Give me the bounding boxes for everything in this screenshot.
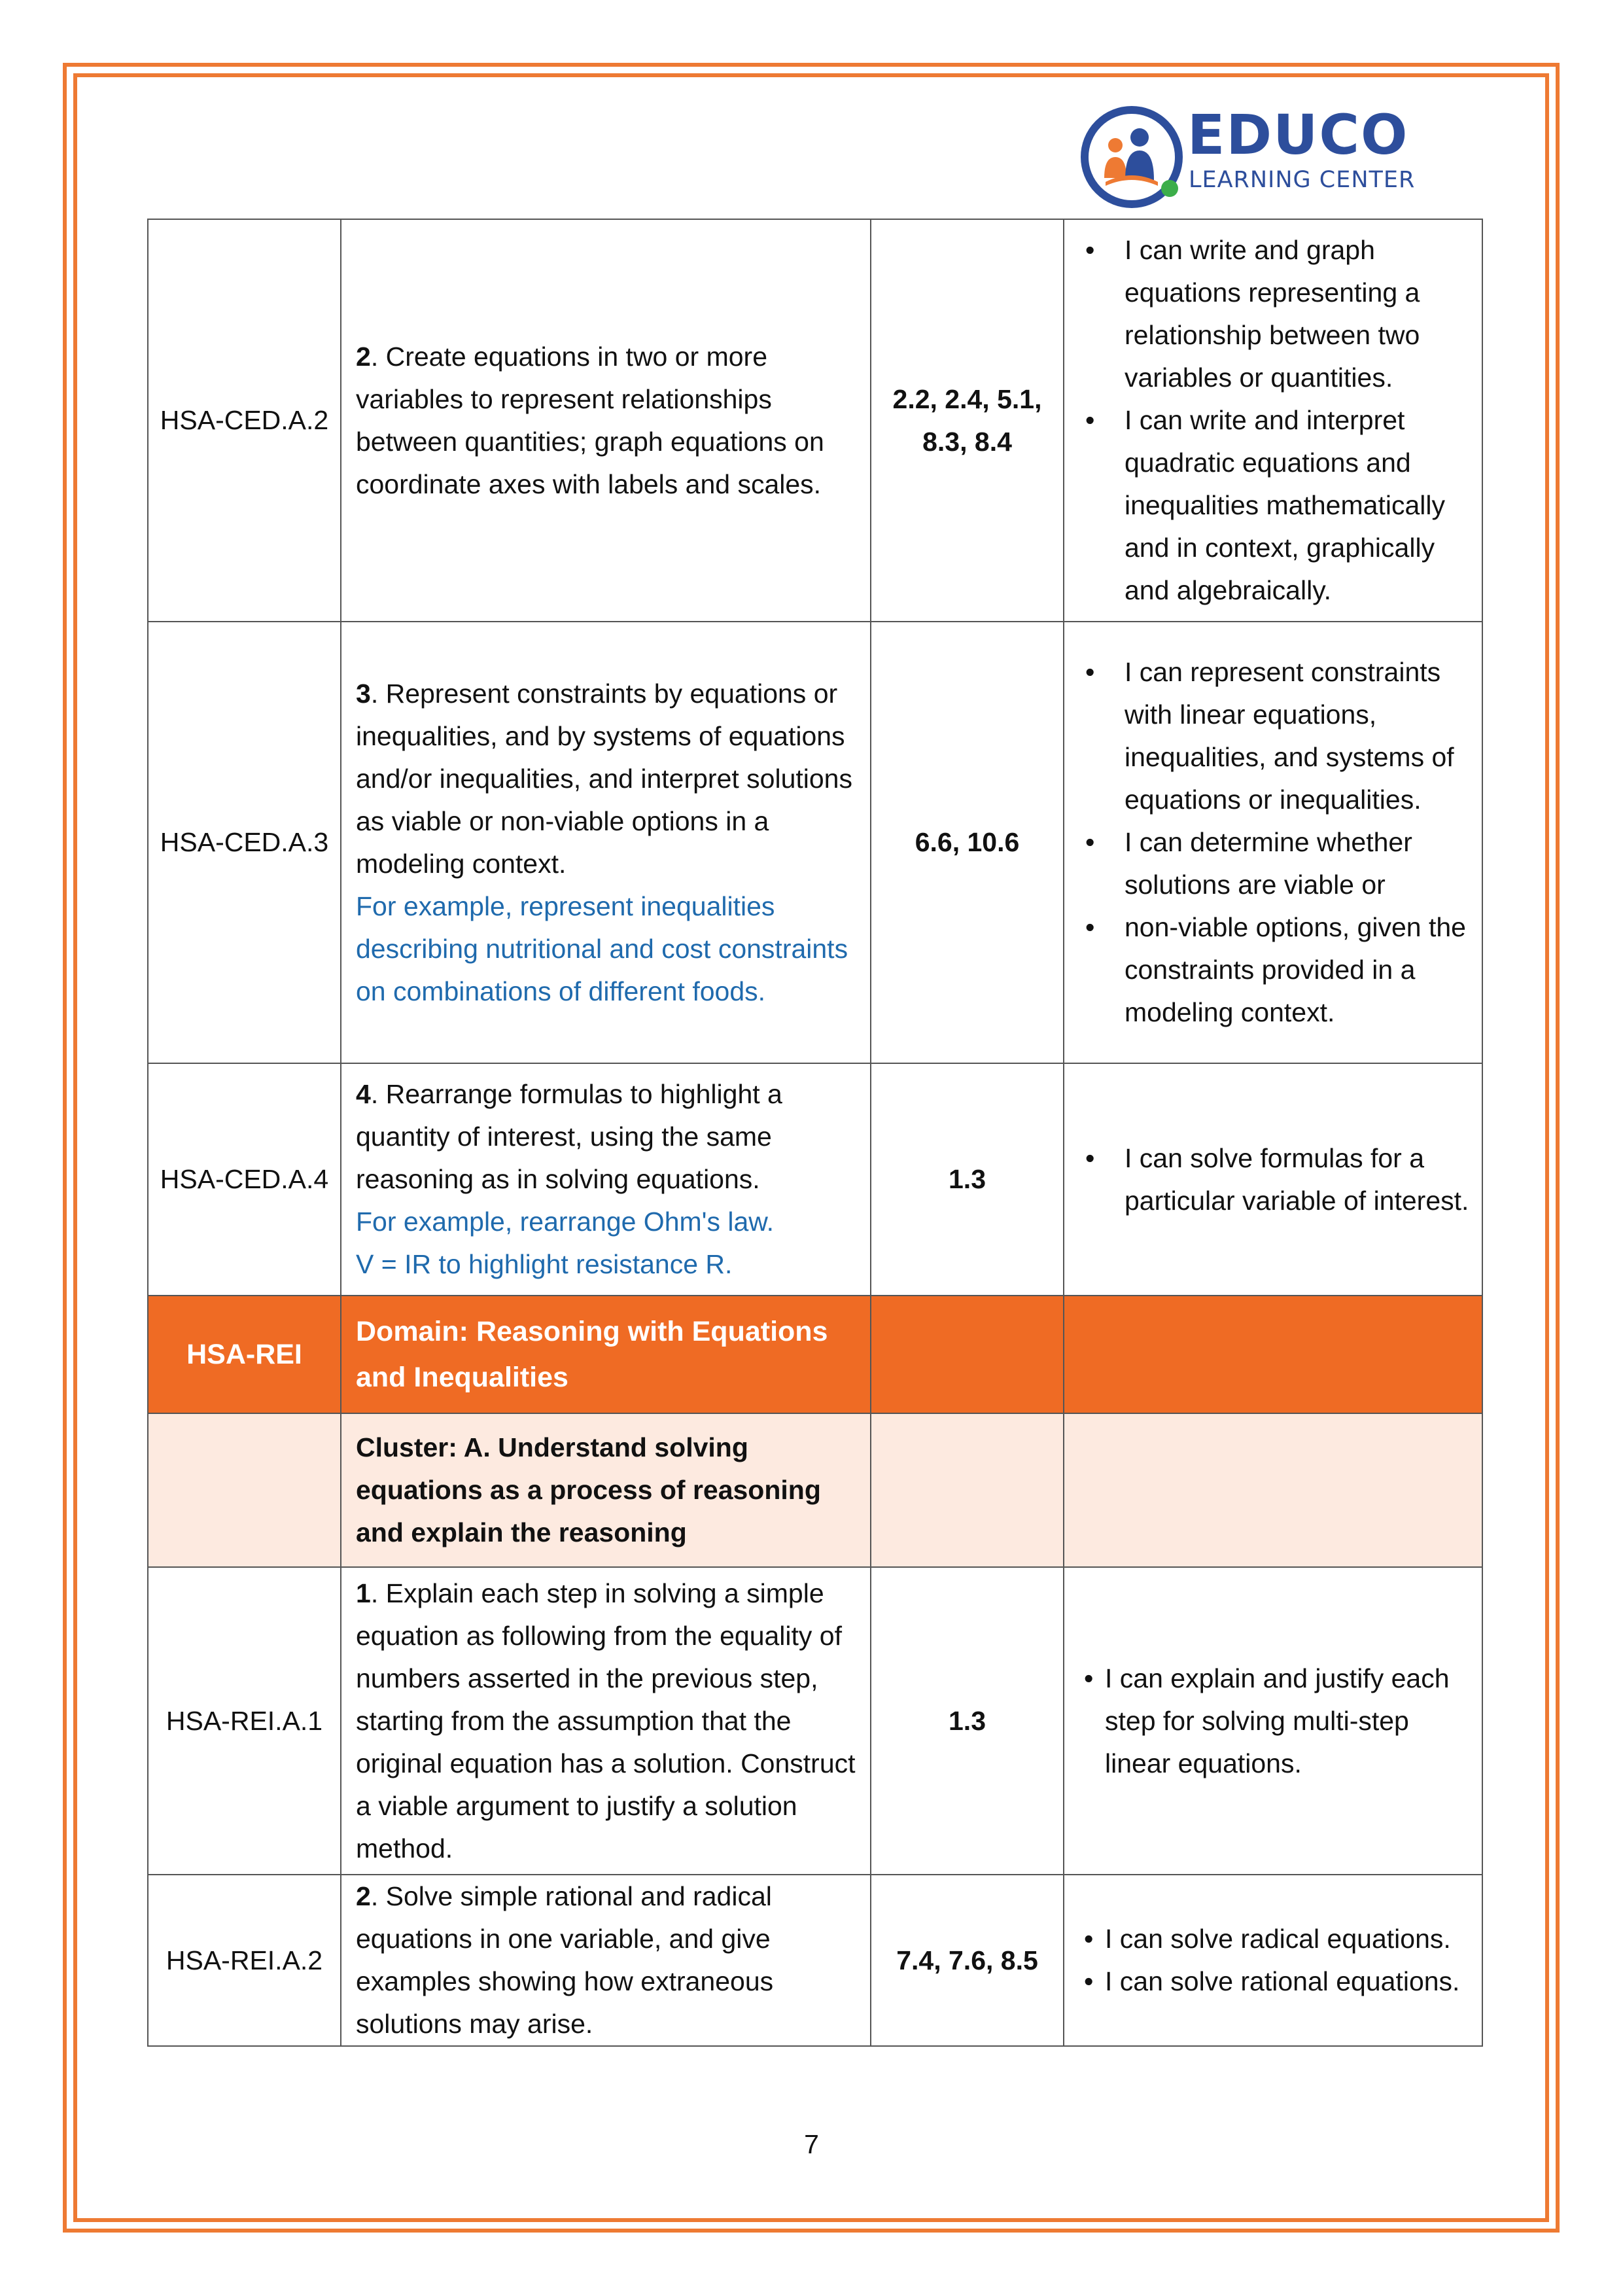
example-formula: V = IR to highlight resistance R. xyxy=(356,1249,733,1279)
table-row xyxy=(148,1875,1482,2046)
i-can-list xyxy=(1075,1657,1471,1785)
standard-description xyxy=(341,1063,871,1296)
table-row xyxy=(148,622,1482,1063)
list-item: • non-viable options, given the constraints provided in a modeling context. xyxy=(1075,906,1471,1034)
standard-number: 4 xyxy=(356,1079,371,1109)
i-can-cell xyxy=(1064,1063,1482,1296)
list-item: • I can solve radical equations. xyxy=(1075,1918,1471,1960)
logo-subtitle: LEARNING CENTER xyxy=(1189,167,1416,193)
cluster-empty-cell xyxy=(148,1413,341,1567)
domain-empty-cell xyxy=(871,1296,1064,1413)
standard-number: 3 xyxy=(356,678,371,709)
list-item: • I can explain and justify each step for solving multi-step linear equations. xyxy=(1075,1657,1471,1785)
standard-text: . Rearrange formulas to highlight a quantity of interest, using the same reasoning as in solving equations. xyxy=(356,1079,782,1194)
i-can-list xyxy=(1075,229,1471,612)
domain-row xyxy=(148,1296,1482,1413)
page-number: 7 xyxy=(804,2129,819,2159)
standard-number: 1 xyxy=(356,1578,371,1608)
standard-code: HSA-CED.A.2 xyxy=(148,219,341,622)
list-item: • I can determine whether solutions are viable or xyxy=(1075,821,1471,906)
i-can-cell xyxy=(1064,219,1482,622)
logo-wordmark: EDUCO xyxy=(1187,103,1409,167)
logo-emblem-icon xyxy=(1079,105,1184,209)
list-item: • I can write and graph equations representing a relationship between two variables or quantities. xyxy=(1075,229,1471,399)
standard-text: . Explain each step in solving a simple equation as following from the equality of numbers asserted in the previous step, starting from the assumption that the original equation has a solution. Construct a viable argument to justify a solution method. xyxy=(356,1578,856,1863)
cluster-empty-cell xyxy=(871,1413,1064,1567)
standard-description xyxy=(341,622,871,1063)
table-row xyxy=(148,1567,1482,1875)
standard-number: 2 xyxy=(356,1881,371,1911)
lessons-cell: 1.3 xyxy=(871,1567,1064,1875)
lessons-cell: 2.2, 2.4, 5.1, 8.3, 8.4 xyxy=(871,219,1064,622)
standard-text: . Create equations in two or more variables to represent relationships between quantities; graph equations on coordinate axes with labels and scales. xyxy=(356,341,824,499)
i-can-cell xyxy=(1064,622,1482,1063)
i-can-list xyxy=(1075,1918,1471,2003)
list-item: • I can solve formulas for a particular variable of interest. xyxy=(1075,1137,1471,1222)
standards-table xyxy=(147,219,1483,2047)
example-text: For example, represent inequalities describing nutritional and cost constraints on combinations of different foods. xyxy=(356,891,848,1006)
educo-logo xyxy=(1079,105,1420,209)
domain-empty-cell xyxy=(1064,1296,1482,1413)
list-item: • I can solve rational equations. xyxy=(1075,1960,1471,2003)
standard-number: 2 xyxy=(356,341,371,372)
example-text: For example, rearrange Ohm's law. xyxy=(356,1207,775,1237)
standard-code: HSA-REI.A.1 xyxy=(148,1567,341,1875)
lessons-cell: 7.4, 7.6, 8.5 xyxy=(871,1875,1064,2046)
standard-text: . Solve simple rational and radical equations in one variable, and give examples showing how extraneous solutions may arise. xyxy=(356,1881,774,2039)
i-can-cell xyxy=(1064,1567,1482,1875)
i-can-cell xyxy=(1064,1875,1482,2046)
list-item: • I can write and interpret quadratic equations and inequalities mathematically and in context, graphically and algebraically. xyxy=(1075,399,1471,612)
table-row xyxy=(148,1063,1482,1296)
cluster-empty-cell xyxy=(1064,1413,1482,1567)
standard-text: . Represent constraints by equations or inequalities, and by systems of equations and/or inequalities, and interpret solutions as viable or non-viable options in a modeling context. xyxy=(356,678,852,879)
domain-code: HSA-REI xyxy=(148,1296,341,1413)
standard-code: HSA-CED.A.3 xyxy=(148,622,341,1063)
domain-title: Domain: Reasoning with Equations and Inequalities xyxy=(341,1296,871,1413)
standard-description xyxy=(341,219,871,622)
i-can-list xyxy=(1075,651,1471,1034)
cluster-row xyxy=(148,1413,1482,1567)
standard-description xyxy=(341,1875,871,2046)
list-item: • I can represent constraints with linear equations, inequalities, and systems of equations or inequalities. xyxy=(1075,651,1471,821)
table-row xyxy=(148,219,1482,622)
standard-code: HSA-CED.A.4 xyxy=(148,1063,341,1296)
lessons-cell: 1.3 xyxy=(871,1063,1064,1296)
standard-description xyxy=(341,1567,871,1875)
i-can-list xyxy=(1075,1137,1471,1222)
standard-code: HSA-REI.A.2 xyxy=(148,1875,341,2046)
cluster-title: Cluster: A. Understand solving equations as a process of reasoning and explain the reasoning xyxy=(341,1413,871,1567)
lessons-cell: 6.6, 10.6 xyxy=(871,622,1064,1063)
